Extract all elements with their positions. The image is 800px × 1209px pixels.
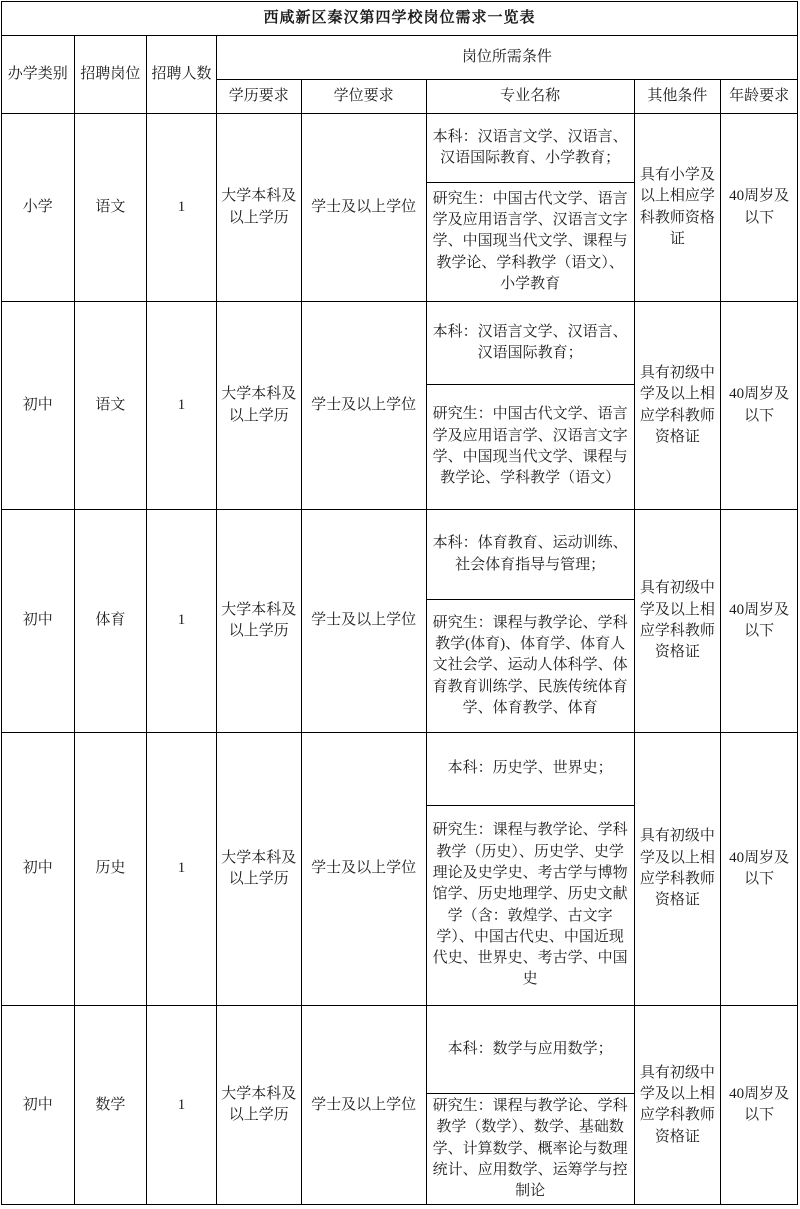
table-row bbox=[2, 733, 798, 806]
cell-major-graduate: 研究生：课程与教学论、学科教学（历史）、历史学、史学理论及史学史、考古学与博物馆学、历史地理学、历史文献学（含：敦煌学、古文字学）、中国古代史、中国近现代史、世界史、考古学、中国史 bbox=[426, 806, 634, 1006]
header-degree: 学位要求 bbox=[301, 80, 426, 114]
cell-degree-req: 学士及以上学位 bbox=[301, 302, 426, 510]
cell-other-condition: 具有初级中学及以上相应学科教师资格证 bbox=[634, 302, 721, 510]
cell-major-graduate: 研究生：中国古代文学、语言学及应用语言学、汉语言文字学、中国现当代文学、课程与教学论、学科教学（语文）、小学教育 bbox=[426, 183, 634, 302]
table-row bbox=[2, 302, 798, 385]
header-major: 专业名称 bbox=[426, 80, 634, 114]
cell-position: 语文 bbox=[74, 114, 147, 302]
cell-education-req: 大学本科及以上学历 bbox=[216, 114, 301, 302]
cell-other-condition: 具有初级中学及以上相应学科教师资格证 bbox=[634, 510, 721, 733]
header-age: 年龄要求 bbox=[721, 80, 798, 114]
cell-major-bachelor: 本科：汉语言文学、汉语言、汉语国际教育； bbox=[426, 302, 634, 385]
cell-school-type: 小学 bbox=[2, 114, 75, 302]
cell-major-bachelor: 本科：汉语言文学、汉语言、汉语国际教育、小学教育； bbox=[426, 114, 634, 183]
cell-age-req: 40周岁及以下 bbox=[721, 733, 798, 1006]
cell-major-graduate: 研究生：课程与教学论、学科教学(体育)、体育学、体育人文社会学、运动人体科学、体育教育训练学、民族传统体育学、体育教学、体育 bbox=[426, 600, 634, 733]
header-other: 其他条件 bbox=[634, 80, 721, 114]
table-row bbox=[2, 1006, 798, 1094]
cell-position: 语文 bbox=[74, 302, 147, 510]
cell-degree-req: 学士及以上学位 bbox=[301, 733, 426, 1006]
table-row bbox=[2, 510, 798, 600]
cell-age-req: 40周岁及以下 bbox=[721, 114, 798, 302]
cell-headcount: 1 bbox=[147, 302, 217, 510]
cell-other-condition: 具有初级中学及以上相应学科教师资格证 bbox=[634, 1006, 721, 1205]
cell-school-type: 初中 bbox=[2, 1006, 75, 1205]
cell-headcount: 1 bbox=[147, 510, 217, 733]
cell-degree-req: 学士及以上学位 bbox=[301, 1006, 426, 1205]
header-education: 学历要求 bbox=[216, 80, 301, 114]
cell-other-condition: 具有小学及以上相应学科教师资格证 bbox=[634, 114, 721, 302]
cell-headcount: 1 bbox=[147, 114, 217, 302]
cell-education-req: 大学本科及以上学历 bbox=[216, 302, 301, 510]
table-row bbox=[2, 36, 798, 80]
page-title: 西咸新区秦汉第四学校岗位需求一览表 bbox=[2, 2, 798, 36]
cell-age-req: 40周岁及以下 bbox=[721, 302, 798, 510]
cell-degree-req: 学士及以上学位 bbox=[301, 510, 426, 733]
cell-school-type: 初中 bbox=[2, 510, 75, 733]
header-category: 办学类别 bbox=[2, 36, 75, 114]
job-requirements-table bbox=[1, 1, 798, 1205]
cell-education-req: 大学本科及以上学历 bbox=[216, 1006, 301, 1205]
cell-major-bachelor: 本科：数学与应用数学； bbox=[426, 1006, 634, 1094]
header-position: 招聘岗位 bbox=[74, 36, 147, 114]
table-row bbox=[2, 2, 798, 36]
cell-education-req: 大学本科及以上学历 bbox=[216, 510, 301, 733]
cell-position: 历史 bbox=[74, 733, 147, 1006]
cell-position: 数学 bbox=[74, 1006, 147, 1205]
cell-position: 体育 bbox=[74, 510, 147, 733]
header-requirements-group: 岗位所需条件 bbox=[216, 36, 797, 80]
cell-age-req: 40周岁及以下 bbox=[721, 1006, 798, 1205]
cell-school-type: 初中 bbox=[2, 733, 75, 1006]
table-row bbox=[2, 114, 798, 183]
cell-major-bachelor: 本科：体育教育、运动训练、社会体育指导与管理； bbox=[426, 510, 634, 600]
cell-age-req: 40周岁及以下 bbox=[721, 510, 798, 733]
cell-major-graduate: 研究生：课程与教学论、学科教学（数学）、数学、基础数学、计算数学、概率论与数理统计、应用数学、运筹学与控制论 bbox=[426, 1094, 634, 1205]
header-headcount: 招聘人数 bbox=[147, 36, 217, 114]
cell-major-graduate: 研究生：中国古代文学、语言学及应用语言学、汉语言文字学、中国现当代文学、课程与教学论、学科教学（语文） bbox=[426, 385, 634, 510]
cell-major-bachelor: 本科：历史学、世界史； bbox=[426, 733, 634, 806]
cell-school-type: 初中 bbox=[2, 302, 75, 510]
cell-headcount: 1 bbox=[147, 1006, 217, 1205]
cell-headcount: 1 bbox=[147, 733, 217, 1006]
cell-education-req: 大学本科及以上学历 bbox=[216, 733, 301, 1006]
cell-other-condition: 具有初级中学及以上相应学科教师资格证 bbox=[634, 733, 721, 1006]
cell-degree-req: 学士及以上学位 bbox=[301, 114, 426, 302]
